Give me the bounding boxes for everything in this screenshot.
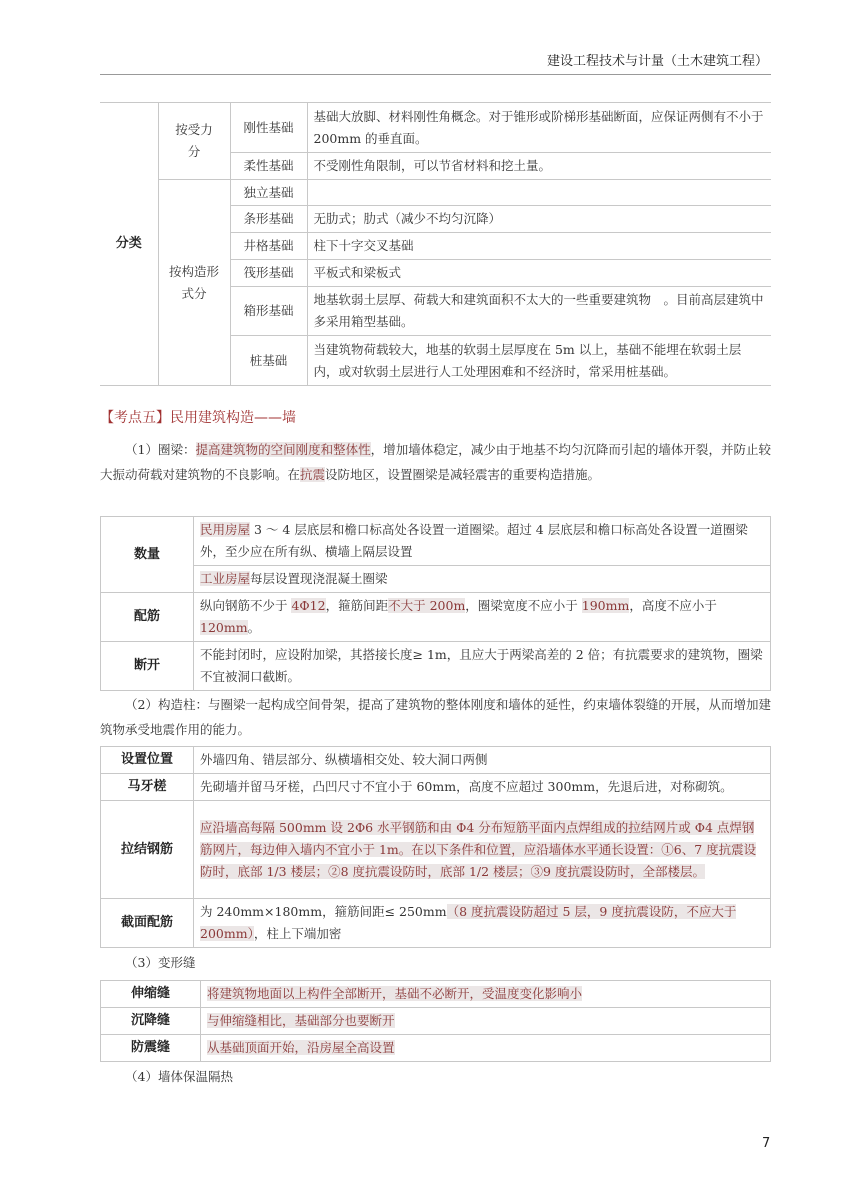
qty-label: 数量 xyxy=(101,517,194,593)
foundation-desc: 基础大放脚、材料刚性角概念。对于锥形或阶梯形基础断面，应保证两侧有不小于 200mm 的垂直面。 xyxy=(307,103,771,153)
joint-label: 防震缝 xyxy=(101,1035,201,1062)
cell-text: ，高度不应小于 xyxy=(629,598,717,613)
foundation-type: 井格基础 xyxy=(230,233,307,260)
cell-text: ，柱上下端加密 xyxy=(253,926,342,941)
para-text: （1）圈梁： xyxy=(125,442,196,457)
highlight: 提高建筑物的空间刚度和整体性 xyxy=(195,442,371,457)
foundation-type: 桩基础 xyxy=(230,336,307,386)
foundation-type: 箱形基础 xyxy=(230,287,307,336)
cell-text: ，箍筋间距 xyxy=(325,598,389,613)
highlight: 工业房屋 xyxy=(200,571,251,586)
cell-text: 。 xyxy=(247,620,261,635)
para-text: 设防地区，设置圈梁是减轻震害的重要构造措施。 xyxy=(325,467,601,482)
cell-text: 3 ～ 4 层底层和檐口标高处各设置一道圈梁。超过 4 层底层和檐口标高处各设置一道圈梁外，至少应在所有纵、横墙上隔层设置 xyxy=(200,522,748,559)
foundation-desc: 平板式和梁板式 xyxy=(307,260,771,287)
column-paragraph: （2）构造柱：与圈梁一起构成空间骨架，提高了建筑物的整体刚度和墙体的延性，约束墙体裂缝的开展，从而增加建筑物承受地震作用的能力。 xyxy=(100,697,771,737)
cell-text: 每层设置现浇混凝土圈梁 xyxy=(250,571,388,586)
foundation-desc: 无肋式；肋式（减少不均匀沉降） xyxy=(307,206,771,233)
highlight: 不大于 200m xyxy=(388,598,466,613)
cell-text: ，圈梁宽度不应小于 xyxy=(465,598,582,613)
rebar-desc xyxy=(194,593,771,642)
tie-bar-label: 拉结钢筋 xyxy=(101,801,194,899)
joint-desc xyxy=(201,981,771,1008)
running-header: 建设工程技术与计量（土木建筑工程） xyxy=(546,54,768,69)
cell-text: 为 240mm×180mm，箍筋间距≤ 250mm xyxy=(200,904,447,919)
joint-label: 伸缩缝 xyxy=(101,981,201,1008)
toothing-label: 马牙槎 xyxy=(101,774,194,801)
toothing-desc: 先砌墙并留马牙槎，凸凹尺寸不宜小于 60mm，高度不应超过 300mm，先退后进，对称砌筑。 xyxy=(194,774,771,801)
joints-heading: （3）变形缝 xyxy=(125,955,196,970)
joint-desc xyxy=(201,1008,771,1035)
insulation-heading: （4）墙体保温隔热 xyxy=(125,1069,233,1084)
highlight: 与伸缩缝相比，基础部分也要断开 xyxy=(207,1013,395,1028)
break-desc: 不能封闭时，应设附加梁，其搭接长度≥ 1m，且应大于两梁高差的 2 倍；有抗震要求的建筑物，圈梁不宜被洞口截断。 xyxy=(194,642,771,691)
location-label: 设置位置 xyxy=(101,747,194,774)
cell-text: 纵向钢筋不少于 xyxy=(200,598,292,613)
page-number: 7 xyxy=(762,1136,771,1151)
location-desc: 外墙四角、错层部分、纵横墙相交处、较大洞口两侧 xyxy=(194,747,771,774)
break-label: 断开 xyxy=(101,642,194,691)
section-rebar-label: 截面配筋 xyxy=(101,899,194,948)
ring-beam-table xyxy=(100,516,771,691)
ring-beam-paragraph xyxy=(100,437,771,487)
by-form-cell: 按构造形式分 xyxy=(158,180,230,386)
header-rule xyxy=(100,74,771,75)
foundation-desc: 柱下十字交叉基础 xyxy=(307,233,771,260)
highlight: 抗震 xyxy=(300,467,326,482)
highlight: 应沿墙高每隔 500mm 设 2Φ6 水平钢筋和由 Φ4 分布短筋平面内点焊组成的拉结网片或 Φ4 点焊钢筋网片，每边伸入墙内不宜小于 1m。在以下条件和位置，应沿墙体水平通长设置：①6、7 度抗震设防时，底部 1/3 楼层；②8 度抗震设防时，底部 1/2 楼层；③9 度抗震设防时，全部楼层。 xyxy=(200,819,757,879)
category-cell: 分类 xyxy=(100,103,158,386)
highlight: 4Φ12 xyxy=(291,598,326,613)
highlight: 120mm xyxy=(200,620,248,635)
section-title: 【考点五】民用建筑构造——墙 xyxy=(100,410,296,426)
structural-column-table xyxy=(100,746,771,948)
foundation-desc: 地基软弱土层厚、荷载大和建筑面积不太大的一些重要建筑物 。目前高层建筑中多采用箱型基础。 xyxy=(307,287,771,336)
highlight: 民用房屋 xyxy=(200,522,251,537)
foundation-desc xyxy=(307,180,771,206)
highlight: 将建筑物地面以上构件全部断开，基础不必断开，受温度变化影响小 xyxy=(207,986,583,1001)
by-force-cell: 按受力分 xyxy=(158,103,230,180)
rebar-label: 配筋 xyxy=(101,593,194,642)
qty-desc xyxy=(194,566,771,593)
foundation-desc: 当建筑物荷载较大，地基的软弱土层厚度在 5m 以上，基础不能埋在软弱土层内，或对软弱土层进行人工处理困难和不经济时，常采用桩基础。 xyxy=(307,336,771,386)
foundation-classification-table xyxy=(100,102,771,386)
foundation-type: 筏形基础 xyxy=(230,260,307,287)
joint-desc xyxy=(201,1035,771,1062)
tie-bar-desc xyxy=(194,801,771,899)
joint-label: 沉降缝 xyxy=(101,1008,201,1035)
highlight: 从基础顶面开始，沿房屋全高设置 xyxy=(207,1040,395,1055)
highlight: （8 度抗震设防超过 5 层，9 度抗震设防，不应大于 200mm） xyxy=(200,904,737,941)
section-rebar-desc xyxy=(194,899,771,948)
foundation-type: 柔性基础 xyxy=(230,153,307,180)
deformation-joint-table xyxy=(100,980,771,1062)
qty-desc xyxy=(194,517,771,566)
highlight: 190mm xyxy=(581,598,630,613)
foundation-desc: 不受刚性角限制，可以节省材料和挖土量。 xyxy=(307,153,771,180)
foundation-type: 独立基础 xyxy=(230,180,307,206)
para-text: ，增加墙体稳定，减少由于地基不均匀沉降而引起的墙体开裂，并防止较大振动荷载对建筑物的不良影响。在 xyxy=(100,442,771,482)
foundation-type: 条形基础 xyxy=(230,206,307,233)
foundation-type: 刚性基础 xyxy=(230,103,307,153)
